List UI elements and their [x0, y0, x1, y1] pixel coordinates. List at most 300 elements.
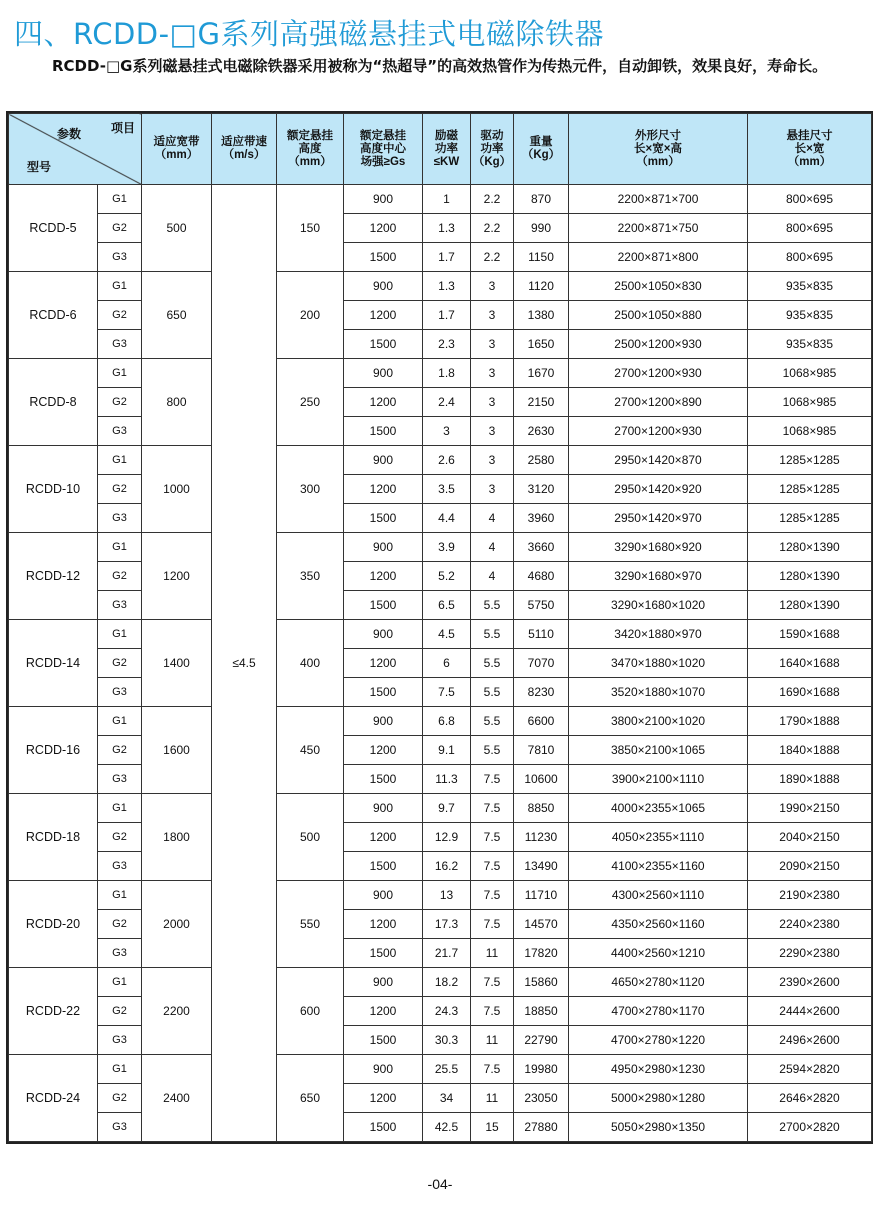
excitation-power-cell: 1.3	[423, 214, 471, 243]
header-weight: 重量 （Kg）	[514, 114, 569, 185]
overall-dimensions-cell: 2950×1420×920	[569, 475, 748, 504]
table-row	[9, 997, 872, 1026]
table-row	[9, 243, 872, 272]
overall-dimensions-cell: 5000×2980×1280	[569, 1084, 748, 1113]
suspension-dimensions-cell: 935×835	[748, 301, 872, 330]
overall-dimensions-cell: 2700×1200×930	[569, 417, 748, 446]
grade-cell: G1	[98, 272, 142, 301]
grade-cell: G2	[98, 997, 142, 1026]
grade-cell: G3	[98, 852, 142, 881]
suspension-dimensions-cell: 1285×1285	[748, 504, 872, 533]
excitation-power-cell: 3	[423, 417, 471, 446]
field-strength-cell: 900	[344, 968, 423, 997]
field-strength-cell: 1500	[344, 852, 423, 881]
table-row	[9, 214, 872, 243]
table-row	[9, 707, 872, 736]
drive-power-cell: 11	[471, 1026, 514, 1055]
field-strength-cell: 900	[344, 272, 423, 301]
excitation-power-cell: 9.7	[423, 794, 471, 823]
model-cell: RCDD-8	[9, 359, 98, 446]
suspension-dimensions-cell: 800×695	[748, 214, 872, 243]
belt-width-cell: 2400	[142, 1055, 212, 1142]
grade-cell: G3	[98, 330, 142, 359]
excitation-power-cell: 18.2	[423, 968, 471, 997]
table-row	[9, 765, 872, 794]
field-strength-cell: 1500	[344, 765, 423, 794]
excitation-power-cell: 25.5	[423, 1055, 471, 1084]
field-strength-cell: 900	[344, 359, 423, 388]
model-cell: RCDD-18	[9, 794, 98, 881]
weight-cell: 11230	[514, 823, 569, 852]
weight-cell: 17820	[514, 939, 569, 968]
drive-power-cell: 5.5	[471, 649, 514, 678]
weight-cell: 8850	[514, 794, 569, 823]
overall-dimensions-cell: 4400×2560×1210	[569, 939, 748, 968]
table-row	[9, 359, 872, 388]
suspension-dimensions-cell: 2190×2380	[748, 881, 872, 910]
field-strength-cell: 1500	[344, 417, 423, 446]
model-cell: RCDD-20	[9, 881, 98, 968]
overall-dimensions-cell: 4650×2780×1120	[569, 968, 748, 997]
grade-cell: G1	[98, 185, 142, 214]
field-strength-cell: 1500	[344, 591, 423, 620]
weight-cell: 11710	[514, 881, 569, 910]
table-body	[9, 185, 872, 1142]
model-cell: RCDD-24	[9, 1055, 98, 1142]
table-row	[9, 910, 872, 939]
suspension-dimensions-cell: 1285×1285	[748, 446, 872, 475]
weight-cell: 2150	[514, 388, 569, 417]
suspension-dimensions-cell: 2444×2600	[748, 997, 872, 1026]
corner-param-label: 参数	[57, 127, 82, 141]
drive-power-cell: 4	[471, 533, 514, 562]
overall-dimensions-cell: 4300×2560×1110	[569, 881, 748, 910]
header-overall-dimensions: 外形尺寸 长×宽×高 （mm）	[569, 114, 748, 185]
weight-cell: 19980	[514, 1055, 569, 1084]
drive-power-cell: 3	[471, 272, 514, 301]
weight-cell: 1120	[514, 272, 569, 301]
belt-speed-cell: ≤4.5	[212, 185, 277, 1142]
drive-power-cell: 7.5	[471, 852, 514, 881]
drive-power-cell: 5.5	[471, 678, 514, 707]
model-cell: RCDD-5	[9, 185, 98, 272]
belt-width-cell: 1600	[142, 707, 212, 794]
drive-power-cell: 7.5	[471, 794, 514, 823]
spec-table-frame	[6, 111, 873, 1144]
suspension-height-cell: 450	[277, 707, 344, 794]
drive-power-cell: 11	[471, 939, 514, 968]
overall-dimensions-cell: 2950×1420×970	[569, 504, 748, 533]
drive-power-cell: 3	[471, 388, 514, 417]
belt-width-cell: 500	[142, 185, 212, 272]
grade-cell: G1	[98, 794, 142, 823]
suspension-dimensions-cell: 800×695	[748, 243, 872, 272]
overall-dimensions-cell: 2500×1050×830	[569, 272, 748, 301]
drive-power-cell: 7.5	[471, 765, 514, 794]
page-number: -04-	[427, 1176, 453, 1192]
field-strength-cell: 900	[344, 185, 423, 214]
grade-cell: G3	[98, 939, 142, 968]
field-strength-cell: 1200	[344, 301, 423, 330]
field-strength-cell: 1500	[344, 243, 423, 272]
overall-dimensions-cell: 4700×2780×1220	[569, 1026, 748, 1055]
grade-cell: G3	[98, 765, 142, 794]
page-title: 四、RCDD-□G系列高强磁悬挂式电磁除铁器	[14, 17, 604, 51]
spec-table	[8, 113, 872, 1142]
corner-item-label: 项目	[110, 121, 135, 135]
excitation-power-cell: 5.2	[423, 562, 471, 591]
weight-cell: 18850	[514, 997, 569, 1026]
overall-dimensions-cell: 2200×871×700	[569, 185, 748, 214]
suspension-height-cell: 650	[277, 1055, 344, 1142]
suspension-dimensions-cell: 2290×2380	[748, 939, 872, 968]
grade-cell: G3	[98, 504, 142, 533]
grade-cell: G2	[98, 1084, 142, 1113]
suspension-height-cell: 300	[277, 446, 344, 533]
belt-width-cell: 2000	[142, 881, 212, 968]
excitation-power-cell: 6	[423, 649, 471, 678]
field-strength-cell: 1500	[344, 939, 423, 968]
suspension-dimensions-cell: 1590×1688	[748, 620, 872, 649]
excitation-power-cell: 4.5	[423, 620, 471, 649]
excitation-power-cell: 11.3	[423, 765, 471, 794]
excitation-power-cell: 13	[423, 881, 471, 910]
header-belt-width: 适应宽带 （mm）	[142, 114, 212, 185]
excitation-power-cell: 16.2	[423, 852, 471, 881]
weight-cell: 3960	[514, 504, 569, 533]
field-strength-cell: 1200	[344, 475, 423, 504]
grade-cell: G2	[98, 475, 142, 504]
field-strength-cell: 1200	[344, 214, 423, 243]
table-row	[9, 504, 872, 533]
drive-power-cell: 3	[471, 330, 514, 359]
suspension-dimensions-cell: 2240×2380	[748, 910, 872, 939]
drive-power-cell: 5.5	[471, 736, 514, 765]
excitation-power-cell: 30.3	[423, 1026, 471, 1055]
overall-dimensions-cell: 5050×2980×1350	[569, 1113, 748, 1142]
suspension-height-cell: 250	[277, 359, 344, 446]
grade-cell: G1	[98, 359, 142, 388]
grade-cell: G3	[98, 417, 142, 446]
belt-width-cell: 800	[142, 359, 212, 446]
suspension-height-cell: 350	[277, 533, 344, 620]
table-row	[9, 301, 872, 330]
table-row	[9, 1113, 872, 1142]
header-field-strength: 额定悬挂 高度中心 场强≥Gs	[344, 114, 423, 185]
belt-width-cell: 1400	[142, 620, 212, 707]
drive-power-cell: 3	[471, 359, 514, 388]
grade-cell: G2	[98, 562, 142, 591]
overall-dimensions-cell: 3290×1680×920	[569, 533, 748, 562]
excitation-power-cell: 9.1	[423, 736, 471, 765]
excitation-power-cell: 2.6	[423, 446, 471, 475]
suspension-height-cell: 550	[277, 881, 344, 968]
drive-power-cell: 4	[471, 562, 514, 591]
weight-cell: 1380	[514, 301, 569, 330]
grade-cell: G2	[98, 301, 142, 330]
table-row	[9, 881, 872, 910]
table-row	[9, 1026, 872, 1055]
belt-width-cell: 1200	[142, 533, 212, 620]
drive-power-cell: 5.5	[471, 591, 514, 620]
table-row	[9, 1084, 872, 1113]
table-row	[9, 736, 872, 765]
suspension-dimensions-cell: 2090×2150	[748, 852, 872, 881]
grade-cell: G2	[98, 388, 142, 417]
suspension-dimensions-cell: 1640×1688	[748, 649, 872, 678]
drive-power-cell: 2.2	[471, 214, 514, 243]
excitation-power-cell: 17.3	[423, 910, 471, 939]
grade-cell: G1	[98, 620, 142, 649]
weight-cell: 15860	[514, 968, 569, 997]
suspension-height-cell: 400	[277, 620, 344, 707]
overall-dimensions-cell: 3800×2100×1020	[569, 707, 748, 736]
excitation-power-cell: 42.5	[423, 1113, 471, 1142]
table-row	[9, 185, 872, 214]
overall-dimensions-cell: 4100×2355×1160	[569, 852, 748, 881]
drive-power-cell: 3	[471, 417, 514, 446]
field-strength-cell: 900	[344, 794, 423, 823]
field-strength-cell: 1200	[344, 649, 423, 678]
weight-cell: 7810	[514, 736, 569, 765]
weight-cell: 22790	[514, 1026, 569, 1055]
overall-dimensions-cell: 2200×871×750	[569, 214, 748, 243]
weight-cell: 3120	[514, 475, 569, 504]
overall-dimensions-cell: 2950×1420×870	[569, 446, 748, 475]
field-strength-cell: 1200	[344, 1084, 423, 1113]
excitation-power-cell: 2.4	[423, 388, 471, 417]
table-row	[9, 620, 872, 649]
field-strength-cell: 900	[344, 881, 423, 910]
table-row	[9, 475, 872, 504]
suspension-dimensions-cell: 2594×2820	[748, 1055, 872, 1084]
model-cell: RCDD-10	[9, 446, 98, 533]
overall-dimensions-cell: 4950×2980×1230	[569, 1055, 748, 1084]
overall-dimensions-cell: 3290×1680×970	[569, 562, 748, 591]
suspension-dimensions-cell: 2700×2820	[748, 1113, 872, 1142]
weight-cell: 14570	[514, 910, 569, 939]
grade-cell: G2	[98, 910, 142, 939]
grade-cell: G2	[98, 736, 142, 765]
weight-cell: 870	[514, 185, 569, 214]
grade-cell: G3	[98, 1113, 142, 1142]
suspension-dimensions-cell: 1068×985	[748, 388, 872, 417]
suspension-dimensions-cell: 1840×1888	[748, 736, 872, 765]
grade-cell: G3	[98, 678, 142, 707]
grade-cell: G1	[98, 1055, 142, 1084]
weight-cell: 990	[514, 214, 569, 243]
suspension-dimensions-cell: 1690×1688	[748, 678, 872, 707]
grade-cell: G2	[98, 214, 142, 243]
field-strength-cell: 1500	[344, 1026, 423, 1055]
belt-width-cell: 2200	[142, 968, 212, 1055]
weight-cell: 23050	[514, 1084, 569, 1113]
field-strength-cell: 1200	[344, 997, 423, 1026]
excitation-power-cell: 3.5	[423, 475, 471, 504]
weight-cell: 1650	[514, 330, 569, 359]
table-row	[9, 678, 872, 707]
header-suspension-height: 额定悬挂 高度 （mm）	[277, 114, 344, 185]
model-cell: RCDD-14	[9, 620, 98, 707]
field-strength-cell: 900	[344, 620, 423, 649]
header-suspension-dimensions: 悬挂尺寸 长×宽 （mm）	[748, 114, 872, 185]
excitation-power-cell: 1.8	[423, 359, 471, 388]
field-strength-cell: 1500	[344, 678, 423, 707]
table-row	[9, 446, 872, 475]
corner-model-label: 型号	[27, 160, 52, 174]
grade-cell: G1	[98, 533, 142, 562]
suspension-dimensions-cell: 2496×2600	[748, 1026, 872, 1055]
excitation-power-cell: 24.3	[423, 997, 471, 1026]
overall-dimensions-cell: 4350×2560×1160	[569, 910, 748, 939]
excitation-power-cell: 21.7	[423, 939, 471, 968]
drive-power-cell: 7.5	[471, 823, 514, 852]
belt-width-cell: 1800	[142, 794, 212, 881]
excitation-power-cell: 6.8	[423, 707, 471, 736]
grade-cell: G2	[98, 823, 142, 852]
suspension-dimensions-cell: 1280×1390	[748, 591, 872, 620]
drive-power-cell: 5.5	[471, 620, 514, 649]
field-strength-cell: 1200	[344, 823, 423, 852]
overall-dimensions-cell: 3290×1680×1020	[569, 591, 748, 620]
grade-cell: G1	[98, 707, 142, 736]
suspension-height-cell: 500	[277, 794, 344, 881]
overall-dimensions-cell: 3520×1880×1070	[569, 678, 748, 707]
weight-cell: 6600	[514, 707, 569, 736]
drive-power-cell: 3	[471, 475, 514, 504]
weight-cell: 4680	[514, 562, 569, 591]
suspension-dimensions-cell: 1280×1390	[748, 562, 872, 591]
field-strength-cell: 1200	[344, 388, 423, 417]
suspension-dimensions-cell: 935×835	[748, 272, 872, 301]
grade-cell: G1	[98, 968, 142, 997]
weight-cell: 8230	[514, 678, 569, 707]
suspension-dimensions-cell: 1790×1888	[748, 707, 872, 736]
excitation-power-cell: 3.9	[423, 533, 471, 562]
grade-cell: G3	[98, 1026, 142, 1055]
table-row	[9, 388, 872, 417]
weight-cell: 7070	[514, 649, 569, 678]
header-belt-speed: 适应带速 （m/s）	[212, 114, 277, 185]
overall-dimensions-cell: 2700×1200×890	[569, 388, 748, 417]
weight-cell: 2580	[514, 446, 569, 475]
weight-cell: 5110	[514, 620, 569, 649]
weight-cell: 10600	[514, 765, 569, 794]
drive-power-cell: 7.5	[471, 910, 514, 939]
overall-dimensions-cell: 4050×2355×1110	[569, 823, 748, 852]
model-cell: RCDD-12	[9, 533, 98, 620]
excitation-power-cell: 6.5	[423, 591, 471, 620]
drive-power-cell: 11	[471, 1084, 514, 1113]
field-strength-cell: 900	[344, 533, 423, 562]
table-row	[9, 852, 872, 881]
suspension-height-cell: 150	[277, 185, 344, 272]
weight-cell: 1670	[514, 359, 569, 388]
grade-cell: G1	[98, 446, 142, 475]
suspension-dimensions-cell: 2040×2150	[748, 823, 872, 852]
suspension-height-cell: 600	[277, 968, 344, 1055]
table-row	[9, 968, 872, 997]
overall-dimensions-cell: 3900×2100×1110	[569, 765, 748, 794]
excitation-power-cell: 4.4	[423, 504, 471, 533]
weight-cell: 3660	[514, 533, 569, 562]
field-strength-cell: 1500	[344, 504, 423, 533]
weight-cell: 13490	[514, 852, 569, 881]
overall-dimensions-cell: 2500×1200×930	[569, 330, 748, 359]
weight-cell: 5750	[514, 591, 569, 620]
model-cell: RCDD-6	[9, 272, 98, 359]
table-row	[9, 272, 872, 301]
table-row	[9, 649, 872, 678]
drive-power-cell: 15	[471, 1113, 514, 1142]
excitation-power-cell: 7.5	[423, 678, 471, 707]
excitation-power-cell: 1.3	[423, 272, 471, 301]
drive-power-cell: 3	[471, 301, 514, 330]
table-row	[9, 417, 872, 446]
intro-paragraph: RCDD-□G系列磁悬挂式电磁除铁器采用被称为“热超导”的高效热管作为传热元件，自动卸铁，效果良好，寿命长。	[52, 57, 828, 75]
overall-dimensions-cell: 4700×2780×1170	[569, 997, 748, 1026]
belt-width-cell: 650	[142, 272, 212, 359]
drive-power-cell: 7.5	[471, 968, 514, 997]
model-cell: RCDD-22	[9, 968, 98, 1055]
overall-dimensions-cell: 2500×1050×880	[569, 301, 748, 330]
suspension-dimensions-cell: 1068×985	[748, 417, 872, 446]
table-row	[9, 939, 872, 968]
suspension-dimensions-cell: 1280×1390	[748, 533, 872, 562]
overall-dimensions-cell: 2700×1200×930	[569, 359, 748, 388]
belt-width-cell: 1000	[142, 446, 212, 533]
excitation-power-cell: 12.9	[423, 823, 471, 852]
grade-cell: G3	[98, 243, 142, 272]
overall-dimensions-cell: 4000×2355×1065	[569, 794, 748, 823]
suspension-dimensions-cell: 1890×1888	[748, 765, 872, 794]
grade-cell: G2	[98, 649, 142, 678]
suspension-dimensions-cell: 2646×2820	[748, 1084, 872, 1113]
overall-dimensions-cell: 3470×1880×1020	[569, 649, 748, 678]
excitation-power-cell: 34	[423, 1084, 471, 1113]
overall-dimensions-cell: 2200×871×800	[569, 243, 748, 272]
excitation-power-cell: 1	[423, 185, 471, 214]
overall-dimensions-cell: 3850×2100×1065	[569, 736, 748, 765]
table-header	[9, 114, 872, 185]
drive-power-cell: 7.5	[471, 881, 514, 910]
header-excitation-power: 励磁 功率 ≤KW	[423, 114, 471, 185]
drive-power-cell: 7.5	[471, 1055, 514, 1084]
suspension-height-cell: 200	[277, 272, 344, 359]
field-strength-cell: 1200	[344, 562, 423, 591]
drive-power-cell: 3	[471, 446, 514, 475]
excitation-power-cell: 1.7	[423, 301, 471, 330]
table-row	[9, 591, 872, 620]
field-strength-cell: 900	[344, 1055, 423, 1084]
excitation-power-cell: 1.7	[423, 243, 471, 272]
table-row	[9, 330, 872, 359]
suspension-dimensions-cell: 1285×1285	[748, 475, 872, 504]
header-corner-cell	[9, 114, 142, 185]
table-row	[9, 533, 872, 562]
weight-cell: 1150	[514, 243, 569, 272]
drive-power-cell: 5.5	[471, 707, 514, 736]
grade-cell: G1	[98, 881, 142, 910]
field-strength-cell: 1500	[344, 1113, 423, 1142]
weight-cell: 27880	[514, 1113, 569, 1142]
weight-cell: 2630	[514, 417, 569, 446]
suspension-dimensions-cell: 800×695	[748, 185, 872, 214]
suspension-dimensions-cell: 935×835	[748, 330, 872, 359]
drive-power-cell: 7.5	[471, 997, 514, 1026]
drive-power-cell: 4	[471, 504, 514, 533]
field-strength-cell: 1200	[344, 736, 423, 765]
